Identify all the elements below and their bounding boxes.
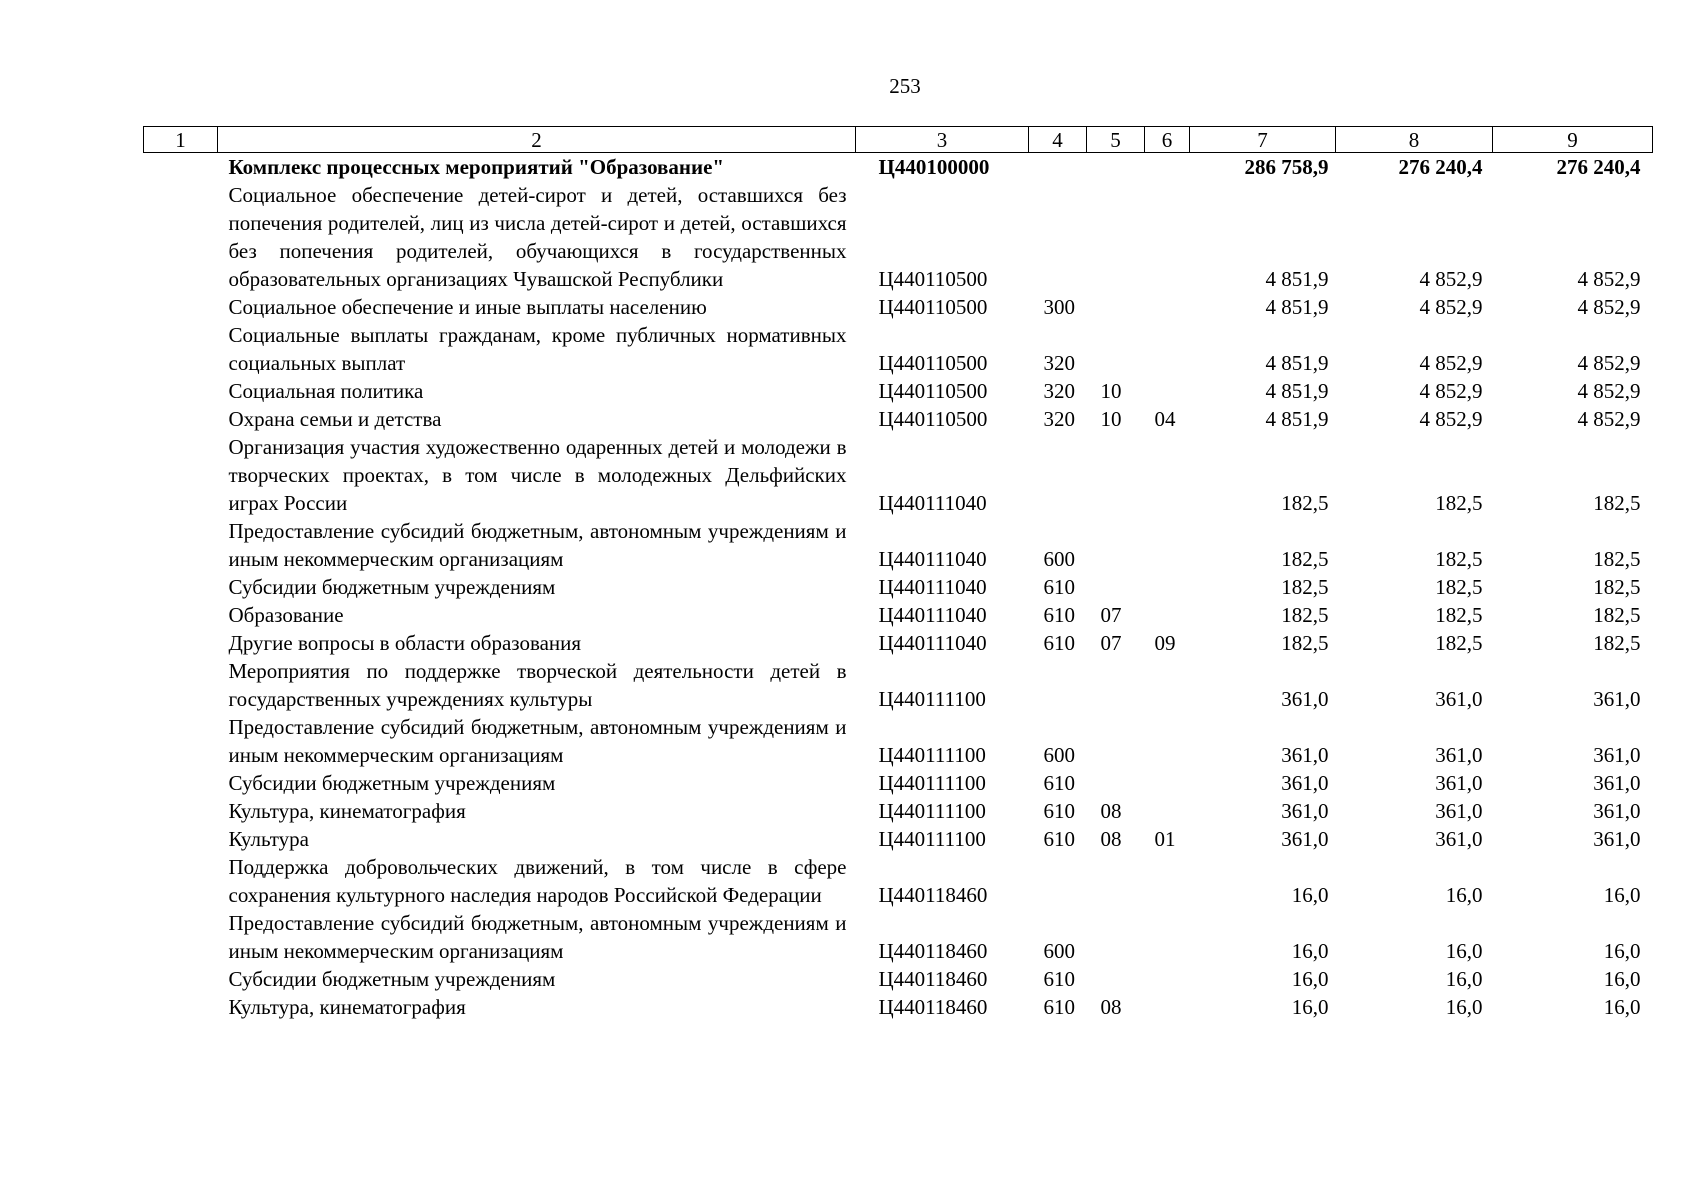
amount-col-8: 361,0	[1435, 743, 1483, 767]
target-article-code: Ц440110500	[878, 407, 988, 431]
item-name: Культура	[228, 827, 309, 851]
section-code	[1087, 909, 1145, 965]
expense-type-code: 610	[1043, 827, 1075, 851]
header-row	[144, 127, 1653, 153]
target-article-code: Ц440111040	[878, 631, 987, 655]
subsection-code	[1145, 181, 1190, 293]
header-cell-2: 2	[218, 127, 856, 153]
section-code	[1087, 153, 1145, 182]
amount-col-7: 4 851,9	[1265, 379, 1329, 403]
subsection-code	[1145, 517, 1190, 573]
empty-cell	[144, 629, 218, 657]
amount-col-9: 4 852,9	[1577, 295, 1641, 319]
target-article-code: Ц440111100	[878, 743, 986, 767]
amount-col-8: 182,5	[1435, 547, 1483, 571]
subsection-code	[1145, 797, 1190, 825]
item-name: Субсидии бюджетным учреждениям	[228, 771, 556, 795]
expense-type-code: 320	[1043, 407, 1075, 431]
subsection-code	[1145, 853, 1190, 909]
amount-col-9: 276 240,4	[1556, 155, 1641, 179]
table-row	[144, 601, 1653, 629]
expense-type-code: 610	[1043, 995, 1075, 1019]
page-number: 253	[889, 74, 921, 98]
empty-cell	[144, 965, 218, 993]
section-code	[1087, 965, 1145, 993]
amount-col-8: 361,0	[1435, 799, 1483, 823]
expense-type-code: 610	[1043, 799, 1075, 823]
expense-type-code	[1029, 181, 1087, 293]
expense-type-code: 610	[1043, 967, 1075, 991]
section-code	[1087, 517, 1145, 573]
target-article-code: Ц440111100	[878, 827, 986, 851]
amount-col-9: 182,5	[1593, 603, 1641, 627]
amount-col-7: 4 851,9	[1265, 351, 1329, 375]
section-code	[1087, 657, 1145, 713]
subsection-code	[1145, 657, 1190, 713]
amount-col-7: 182,5	[1281, 603, 1329, 627]
empty-cell	[144, 769, 218, 797]
table-row	[144, 153, 1653, 182]
amount-col-8: 361,0	[1435, 771, 1483, 795]
table-row	[144, 657, 1653, 713]
header-cell-7: 7	[1190, 127, 1336, 153]
budget-table	[143, 126, 1653, 1021]
item-name: Охрана семьи и детства	[228, 407, 442, 431]
expense-type-code: 610	[1043, 603, 1075, 627]
amount-col-7: 16,0	[1291, 883, 1329, 907]
expense-type-code	[1029, 153, 1087, 182]
table-row	[144, 293, 1653, 321]
table-row	[144, 713, 1653, 769]
item-name: Культура, кинематография	[228, 799, 466, 823]
expense-type-code: 610	[1043, 771, 1075, 795]
amount-col-8: 16,0	[1445, 883, 1483, 907]
subsection-code	[1145, 993, 1190, 1021]
section-code	[1087, 713, 1145, 769]
section-code: 10	[1100, 379, 1122, 403]
amount-col-7: 182,5	[1281, 547, 1329, 571]
target-article-code: Ц440111040	[878, 603, 987, 627]
amount-col-7: 16,0	[1291, 939, 1329, 963]
header-cell-3: 3	[856, 127, 1029, 153]
header-cell-8: 8	[1336, 127, 1493, 153]
subsection-code	[1145, 573, 1190, 601]
target-article-code: Ц440111040	[878, 547, 987, 571]
table-row	[144, 433, 1653, 517]
table-row	[144, 573, 1653, 601]
empty-cell	[144, 321, 218, 377]
amount-col-9: 361,0	[1593, 687, 1641, 711]
subsection-code: 04	[1154, 407, 1176, 431]
amount-col-8: 4 852,9	[1419, 267, 1483, 291]
table-row	[144, 629, 1653, 657]
item-name: Комплекс процессных мероприятий "Образование"	[228, 155, 725, 179]
empty-cell	[144, 181, 218, 293]
empty-cell	[144, 601, 218, 629]
section-code: 08	[1100, 827, 1122, 851]
subsection-code	[1145, 321, 1190, 377]
target-article-code: Ц440118460	[878, 967, 988, 991]
amount-col-8: 4 852,9	[1419, 351, 1483, 375]
table-row	[144, 321, 1653, 377]
item-name: Субсидии бюджетным учреждениям	[228, 575, 556, 599]
subsection-code: 09	[1154, 631, 1176, 655]
section-code	[1087, 853, 1145, 909]
target-article-code: Ц440100000	[878, 155, 990, 179]
table-row	[144, 993, 1653, 1021]
table-row	[144, 181, 1653, 293]
amount-col-9: 16,0	[1603, 939, 1641, 963]
empty-cell	[144, 657, 218, 713]
subsection-code	[1145, 713, 1190, 769]
section-code: 08	[1100, 995, 1122, 1019]
empty-cell	[144, 797, 218, 825]
table-body	[144, 153, 1653, 1022]
amount-col-8: 16,0	[1445, 967, 1483, 991]
target-article-code: Ц440111100	[878, 687, 986, 711]
amount-col-9: 361,0	[1593, 771, 1641, 795]
target-article-code: Ц440110500	[878, 351, 988, 375]
item-name: Социальная политика	[228, 379, 424, 403]
item-name: Образование	[228, 603, 344, 627]
amount-col-9: 361,0	[1593, 827, 1641, 851]
table-row	[144, 965, 1653, 993]
section-code	[1087, 769, 1145, 797]
amount-col-7: 361,0	[1281, 827, 1329, 851]
item-name: Предоставление субсидий бюджетным, автономным учреждениям и иным некоммерческим организациям	[228, 715, 847, 767]
subsection-code	[1145, 153, 1190, 182]
amount-col-9: 4 852,9	[1577, 267, 1641, 291]
amount-col-7: 182,5	[1281, 631, 1329, 655]
empty-cell	[144, 909, 218, 965]
amount-col-8: 4 852,9	[1419, 295, 1483, 319]
amount-col-7: 4 851,9	[1265, 267, 1329, 291]
target-article-code: Ц440111040	[878, 575, 987, 599]
section-code	[1087, 433, 1145, 517]
amount-col-8: 182,5	[1435, 491, 1483, 515]
header-cell-4: 4	[1029, 127, 1087, 153]
target-article-code: Ц440110500	[878, 295, 988, 319]
header-cell-9: 9	[1493, 127, 1653, 153]
expense-type-code: 320	[1043, 351, 1075, 375]
item-name: Другие вопросы в области образования	[228, 631, 582, 655]
empty-cell	[144, 825, 218, 853]
item-name: Культура, кинематография	[228, 995, 466, 1019]
target-article-code: Ц440118460	[878, 883, 988, 907]
amount-col-9: 182,5	[1593, 491, 1641, 515]
expense-type-code: 600	[1043, 939, 1075, 963]
amount-col-8: 182,5	[1435, 575, 1483, 599]
target-article-code: Ц440110500	[878, 267, 988, 291]
amount-col-8: 182,5	[1435, 631, 1483, 655]
subsection-code	[1145, 909, 1190, 965]
amount-col-7: 4 851,9	[1265, 407, 1329, 431]
section-code	[1087, 293, 1145, 321]
empty-cell	[144, 405, 218, 433]
item-name: Мероприятия по поддержке творческой деятельности детей в государственных учреждениях культуры	[228, 659, 847, 711]
item-name: Организация участия художественно одаренных детей и молодежи в творческих проектах, в том числе в молодежных Дельфийских играх России	[228, 435, 847, 515]
item-name: Предоставление субсидий бюджетным, автономным учреждениям и иным некоммерческим организациям	[228, 911, 847, 963]
amount-col-8: 4 852,9	[1419, 379, 1483, 403]
amount-col-8: 16,0	[1445, 995, 1483, 1019]
amount-col-8: 16,0	[1445, 939, 1483, 963]
amount-col-9: 182,5	[1593, 547, 1641, 571]
empty-cell	[144, 433, 218, 517]
table-row	[144, 797, 1653, 825]
expense-type-code	[1029, 657, 1087, 713]
amount-col-8: 361,0	[1435, 687, 1483, 711]
amount-col-7: 182,5	[1281, 491, 1329, 515]
amount-col-8: 4 852,9	[1419, 407, 1483, 431]
amount-col-7: 16,0	[1291, 967, 1329, 991]
table-row	[144, 377, 1653, 405]
amount-col-9: 182,5	[1593, 575, 1641, 599]
amount-col-7: 4 851,9	[1265, 295, 1329, 319]
subsection-code	[1145, 433, 1190, 517]
amount-col-9: 4 852,9	[1577, 351, 1641, 375]
amount-col-9: 182,5	[1593, 631, 1641, 655]
expense-type-code: 600	[1043, 547, 1075, 571]
target-article-code: Ц440118460	[878, 995, 988, 1019]
amount-col-7: 361,0	[1281, 743, 1329, 767]
empty-cell	[144, 377, 218, 405]
empty-cell	[144, 853, 218, 909]
table-row	[144, 405, 1653, 433]
subsection-code	[1145, 601, 1190, 629]
expense-type-code: 600	[1043, 743, 1075, 767]
section-code: 10	[1100, 407, 1122, 431]
target-article-code: Ц440111100	[878, 771, 986, 795]
expense-type-code: 300	[1043, 295, 1075, 319]
amount-col-9: 4 852,9	[1577, 379, 1641, 403]
subsection-code	[1145, 377, 1190, 405]
table-row	[144, 909, 1653, 965]
section-code: 08	[1100, 799, 1122, 823]
amount-col-9: 16,0	[1603, 967, 1641, 991]
amount-col-7: 16,0	[1291, 995, 1329, 1019]
amount-col-9: 16,0	[1603, 995, 1641, 1019]
amount-col-7: 361,0	[1281, 799, 1329, 823]
target-article-code: Ц440110500	[878, 379, 988, 403]
target-article-code: Ц440111040	[878, 491, 987, 515]
item-name: Субсидии бюджетным учреждениям	[228, 967, 556, 991]
table-row	[144, 517, 1653, 573]
header-cell-5: 5	[1087, 127, 1145, 153]
amount-col-9: 4 852,9	[1577, 407, 1641, 431]
empty-cell	[144, 993, 218, 1021]
item-name: Предоставление субсидий бюджетным, автономным учреждениям и иным некоммерческим организациям	[228, 519, 847, 571]
subsection-code	[1145, 293, 1190, 321]
expense-type-code: 320	[1043, 379, 1075, 403]
empty-cell	[144, 153, 218, 182]
amount-col-7: 361,0	[1281, 771, 1329, 795]
target-article-code: Ц440118460	[878, 939, 988, 963]
expense-type-code	[1029, 433, 1087, 517]
amount-col-7: 361,0	[1281, 687, 1329, 711]
target-article-code: Ц440111100	[878, 799, 986, 823]
table-row	[144, 825, 1653, 853]
empty-cell	[144, 573, 218, 601]
amount-col-9: 16,0	[1603, 883, 1641, 907]
table-row	[144, 853, 1653, 909]
expense-type-code	[1029, 853, 1087, 909]
item-name: Социальное обеспечение и иные выплаты населению	[228, 295, 707, 319]
table-row	[144, 769, 1653, 797]
amount-col-9: 361,0	[1593, 799, 1641, 823]
item-name: Социальное обеспечение детей-сирот и детей, оставшихся без попечения родителей, лиц из числа детей-сирот и детей, оставшихся без попечения родителей, обучающихся в государственных образовательных организациях Чувашской Республики	[228, 183, 847, 291]
section-code: 07	[1100, 603, 1122, 627]
section-code	[1087, 321, 1145, 377]
section-code	[1087, 181, 1145, 293]
subsection-code	[1145, 769, 1190, 797]
amount-col-9: 361,0	[1593, 743, 1641, 767]
expense-type-code: 610	[1043, 631, 1075, 655]
subsection-code: 01	[1154, 827, 1176, 851]
amount-col-8: 182,5	[1435, 603, 1483, 627]
amount-col-7: 182,5	[1281, 575, 1329, 599]
header-cell-6: 6	[1145, 127, 1190, 153]
section-code: 07	[1100, 631, 1122, 655]
expense-type-code: 610	[1043, 575, 1075, 599]
empty-cell	[144, 713, 218, 769]
empty-cell	[144, 517, 218, 573]
empty-cell	[144, 293, 218, 321]
amount-col-8: 361,0	[1435, 827, 1483, 851]
amount-col-8: 276 240,4	[1398, 155, 1483, 179]
header-cell-1: 1	[144, 127, 218, 153]
item-name: Социальные выплаты гражданам, кроме публичных нормативных социальных выплат	[228, 323, 847, 375]
amount-col-7: 286 758,9	[1244, 155, 1329, 179]
item-name: Поддержка добровольческих движений, в том числе в сфере сохранения культурного наследия народов Российской Федерации	[228, 855, 847, 907]
subsection-code	[1145, 965, 1190, 993]
section-code	[1087, 573, 1145, 601]
